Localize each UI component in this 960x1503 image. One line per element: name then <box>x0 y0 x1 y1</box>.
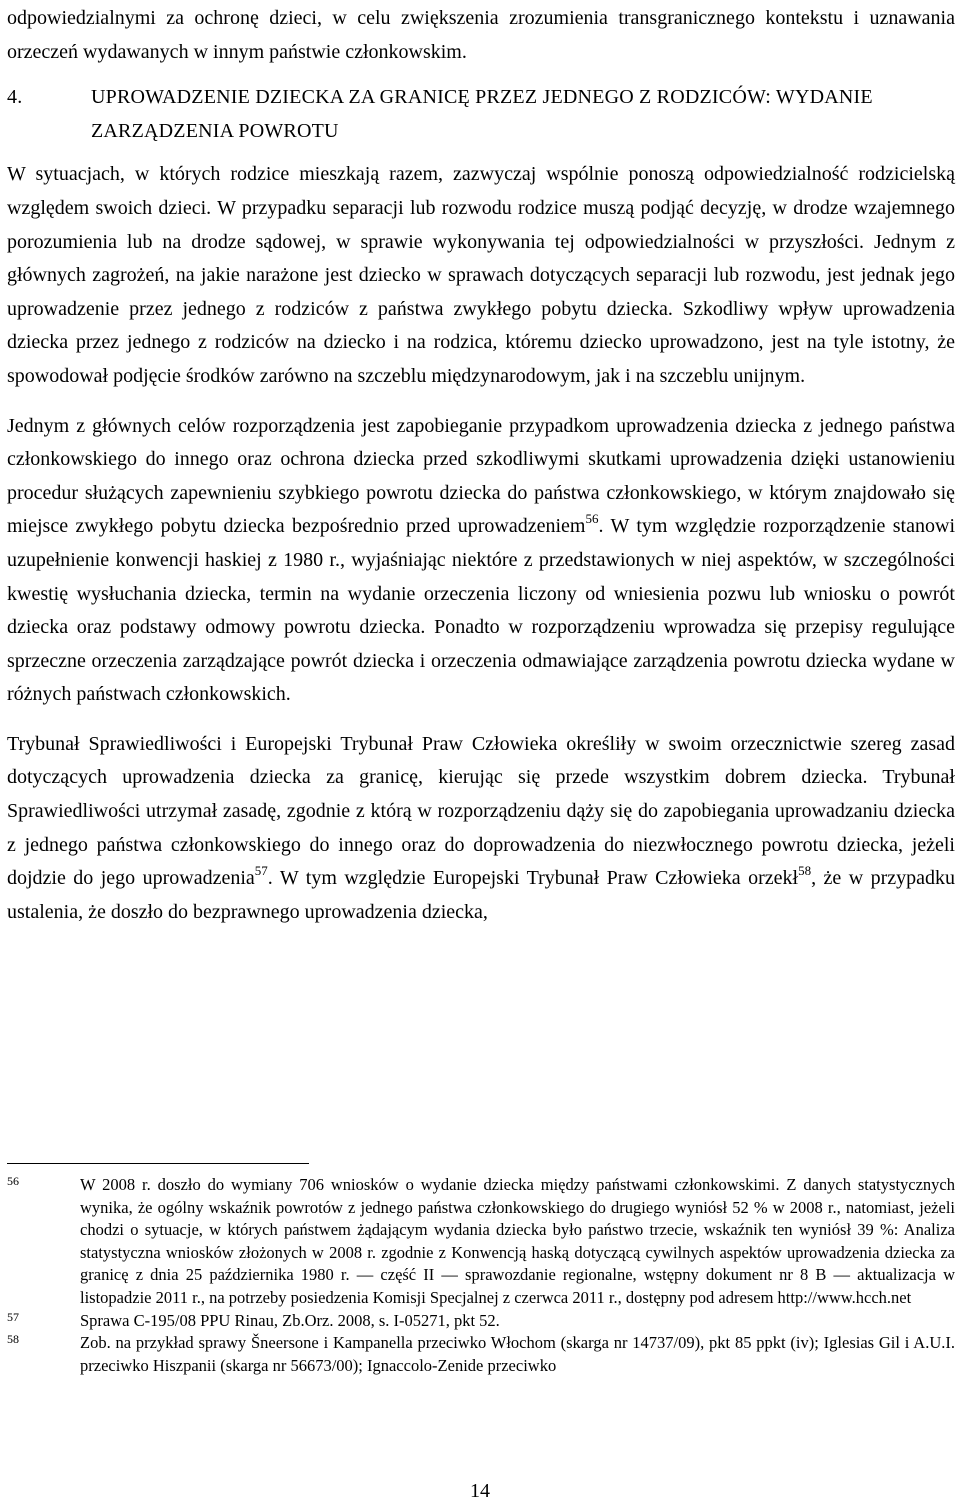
intro-paragraph: odpowiedzialnymi za ochronę dzieci, w celu zwiększenia zrozumienia transgranicznego kontekstu i uznawania orzeczeń wydawanych w innym państwie członkowskim. <box>7 7 955 63</box>
paragraph-3-text-c: , że w przypadku ustalenia, że doszło do bezprawnego uprowadzenia dziecka, <box>7 867 955 923</box>
footnote-number: 57 <box>7 1309 19 1324</box>
footnote-number: 58 <box>7 1332 19 1347</box>
paragraph-1: W sytuacjach, w których rodzice mieszkają razem, zazwyczaj wspólnie ponoszą odpowiedzialność rodzicielską względem swoich dzieci. W przypadku separacji lub rozwodu rodzice muszą podjąć decyzję, w drodze wzajemnego porozumienia lub na drodze sądowej, w sprawie wykonywania tej odpowiedzialności w przyszłości. Jednym z głównych zagrożeń, na jakie narażone jest dziecko w sprawach dotyczących separacji lub rozwodu, jest jednak jego uprowadzenie przez jednego z rodziców z państwa zwykłego pobytu dziecka. Szkodliwy wpływ uprowadzenia dziecka przez jednego z rodziców na dziecko i na rodzica, któremu dziecko uprowadzono, jest na tyle istotny, że spowodował podjęcie środków zarówno na szczeblu międzynarodowym, jak i na szczeblu unijnym. <box>7 163 955 387</box>
footnotes <box>7 1174 955 1377</box>
footnote-text: Sprawa C-195/08 PPU Rinau, Zb.Orz. 2008, s. I-05271, pkt 52. <box>80 1310 500 1330</box>
footnote-ref-56[interactable]: 56 <box>585 510 599 526</box>
footnote-ref-57[interactable]: 57 <box>254 862 268 878</box>
document-page <box>7 0 955 1375</box>
paragraph-2-text-a: Jednym z głównych celów rozporządzenia jest zapobieganie przypadkom uprowadzenia dziecka z jednego państwa członkowskiego do innego oraz ochrona dziecka przed szkodliwymi skutkami uprowadzenia dzięki ustanowieniu procedur służących zapewnieniu szybkiego powrotu dziecka do państwa członkowskiego, w którym znajdowało się miejsce zwykłego pobytu dziecka bezpośrednio przed uprowadzeniem <box>7 414 955 538</box>
paragraph-3-text-b: . W tym względzie Europejski Trybunał Praw Człowieka orzekł <box>267 867 799 890</box>
footnote-text: W 2008 r. doszło do wymiany 706 wniosków o wydanie dziecka między państwami członkowskimi. Z danych statystycznych wynika, że ogólny wskaźnik powrotów z jednego państwa członkowskiego do drugiego wyniósł 52 % w 2008 r., natomiast, jeżeli chodzi o sytuacje, w których państwem żądającym wydania dziecka było państwo trzecie, wskaźnik ten wyniósł 39 %: Analiza statystyczna wniosków złożonych w 2008 r. zgodnie z Konwencją haską dotyczącą cywilnych aspektów uprowadzenia dziecka za granicę z dnia 25 października 1980 r. — część II — sprawozdanie regionalne, wstępny dokument nr 8 B — aktualizacja w listopadzie 2011 r., na potrzeby posiedzenia Komisji Specjalnej z czerwca 2011 r., dostępny pod adresem http://www.hcch.net <box>80 1175 955 1307</box>
footnote-58 <box>7 1332 955 1377</box>
section-number: 4. <box>7 86 23 109</box>
footnote-separator <box>7 1163 309 1164</box>
footnote-57 <box>7 1310 955 1333</box>
paragraph-3 <box>7 728 955 930</box>
paragraph-2-text-b: . W tym względzie rozporządzenie stanowi uzupełnienie konwencji haskiej z 1980 r., wyjaśniając niektóre z przedstawionych w niej aspektów, w szczególności kwestię wysłuchania dziecka, termin na wydanie orzeczenia liczony od wniesienia pozwu lub wniosku o powrót dziecka oraz podstawy odmowy powrotu dziecka. Ponadto w rozporządzeniu wprowadza się przepisy regulujące sprzeczne orzeczenia zarządzające powrót dziecka i orzeczenia odmawiające zarządzenia powrotu dziecka wydane w różnych państwach członkowskich. <box>7 515 955 706</box>
paragraph-3-text-a: Trybunał Sprawiedliwości i Europejski Trybunał Praw Człowieka określiły w swoim orzecznictwie szereg zasad dotyczących uprowadzenia dziecka za granicę, kierując się przede wszystkim dobrem dziecka. Trybunał Sprawiedliwości utrzymał zasadę, zgodnie z którą w rozporządzeniu dąży się do zapobiegania uprowadzaniu dziecka z jednego państwa członkowskiego do innego oraz do doprowadzenia do niezwłocznego powrotu dziecka, jeżeli dojdzie do jego uprowadzenia <box>7 732 955 890</box>
footnote-number: 56 <box>7 1174 19 1188</box>
footnote-56 <box>7 1174 955 1310</box>
section-title: UPROWADZENIE DZIECKA ZA GRANICĘ PRZEZ JEDNEGO Z RODZICÓW: WYDANIE ZARZĄDZENIA POWROTU <box>91 86 873 142</box>
page-number: 14 <box>470 1480 490 1502</box>
section-heading <box>7 81 955 148</box>
footnote-text: Zob. na przykład sprawy Šneersone i Kampanella przeciwko Włochom (skarga nr 14737/09), pkt 85 ppkt (iv); Iglesias Gil i A.U.I. przeciwko Hiszpanii (skarga nr 56673/00); Ignaccolo-Zenide przeciwko <box>80 1333 955 1375</box>
footnote-ref-58[interactable]: 58 <box>798 862 812 878</box>
paragraph-2 <box>7 410 955 712</box>
